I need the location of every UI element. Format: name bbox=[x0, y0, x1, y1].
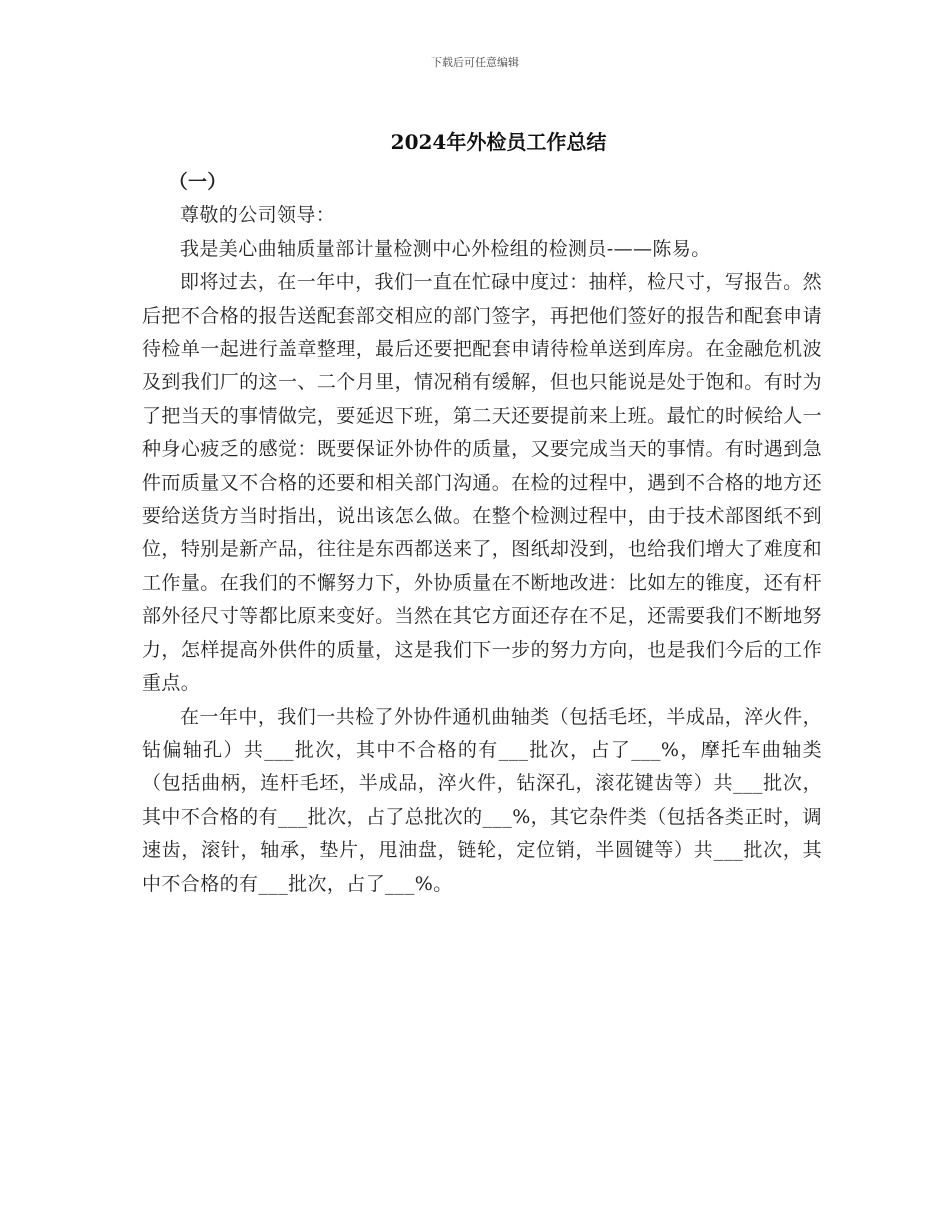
paragraph-work-summary: 即将过去，在一年中，我们一直在忙碌中度过：抽样，检尺寸，写报告。然后把不合格的报告送配套部交相应的部门签字，再把他们签好的报告和配套申请待检单一起进行盖章整理，最后还要把配套申请待检单送到库房。在金融危机波及到我们厂的这一、二个月里，情况稍有缓解，但也只能说是处于饱和。有时为了把当天的事情做完，要延迟下班，第二天还要提前来上班。最忙的时候给人一种身心疲乏的感觉：既要保证外协件的质量，又要完成当天的事情。有时遇到急件而质量又不合格的还要和相关部门沟通。在检的过程中，遇到不合格的地方还要给送货方当时指出，说出该怎么做。在整个检测过程中，由于技术部图纸不到位，特别是新产品，往往是东西都送来了，图纸却没到，也给我们增大了难度和工作量。在我们的不懈努力下，外协质量在不断地改进：比如左的锥度，还有杆部外径尺寸等都比原来变好。当然在其它方面还存在不足，还需要我们不断地努力，怎样提高外供件的质量，这是我们下一步的努力方向，也是我们今后的工作重点。 bbox=[142, 271, 822, 695]
paragraph-intro: 我是美心曲轴质量部计量检测中心外检组的检测员-——陈易。 bbox=[180, 237, 711, 260]
salutation: 尊敬的公司领导： bbox=[180, 204, 336, 227]
document-title: 2024年外检员工作总结 bbox=[390, 130, 607, 154]
paragraph-inspection-stats: 在一年中，我们一共检了外协件通机曲轴类（包括毛坯，半成品，淬火件，钻偏轴孔）共___批次，其中不合格的有___批次，占了___%，摩托车曲轴类（包括曲柄，连杆毛坯，半成品，淬火件，钻深孔，滚花键齿等）共___批次，其中不合格的有___批次，占了总批次的___%，其它杂件类（包括各类正时，调速齿，滚针，轴承，垫片，甩油盘，链轮，定位销，半圆键等）共___批次，其中不合格的有___批次，占了___%。 bbox=[142, 705, 822, 895]
section-label: （一） bbox=[168, 171, 227, 193]
page-header-note: 下载后可任意编辑 bbox=[431, 56, 519, 69]
document-body bbox=[142, 166, 822, 901]
